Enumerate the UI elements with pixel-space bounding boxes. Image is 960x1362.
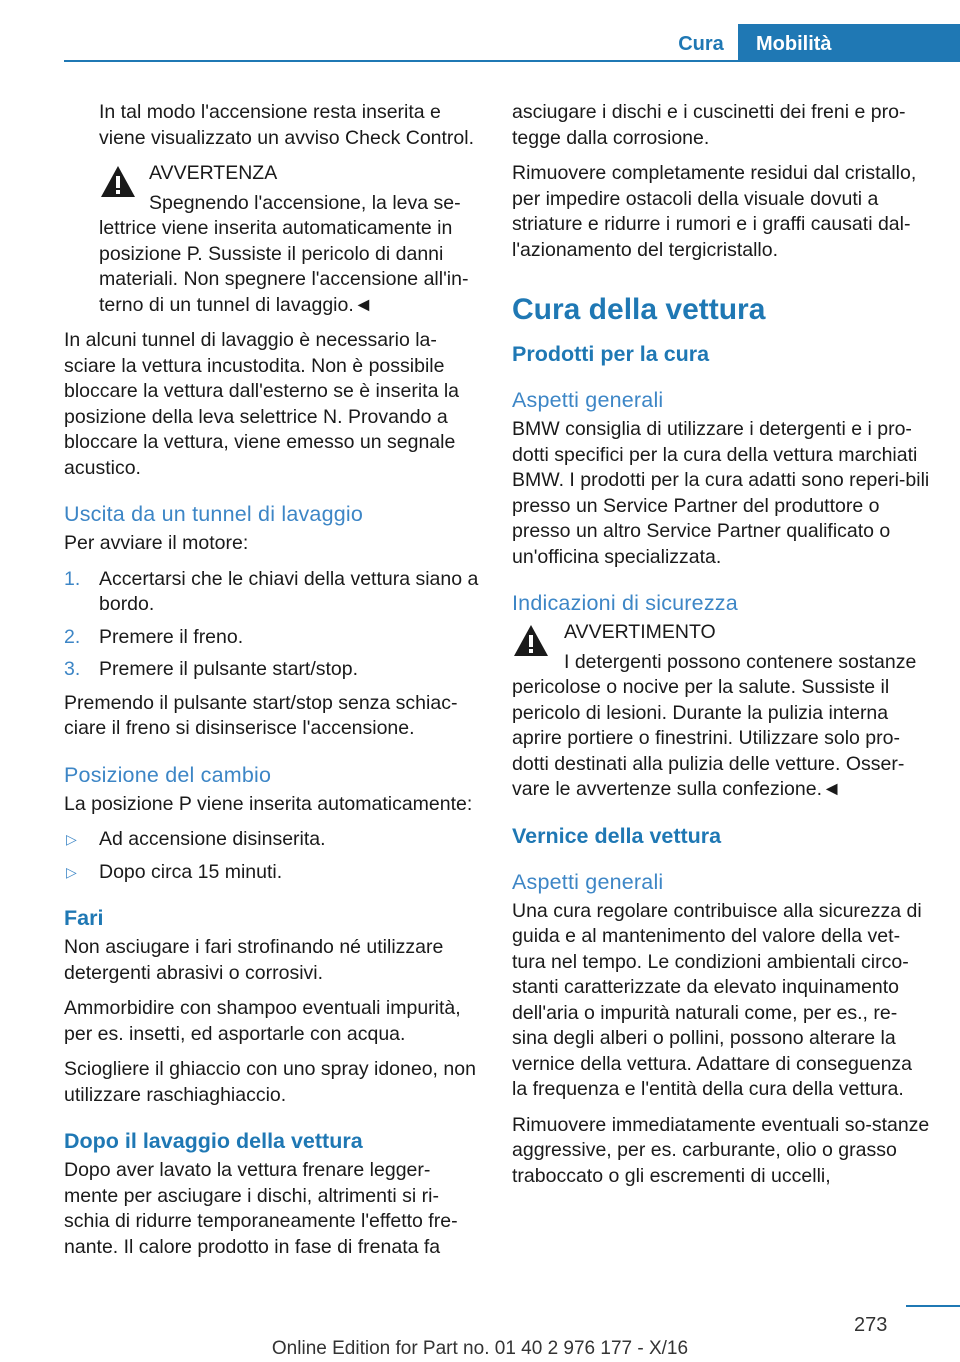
section-heading: Dopo il lavaggio della vettura bbox=[64, 1129, 363, 1153]
section-heading: Prodotti per la cura bbox=[512, 342, 710, 366]
triangle-right-icon: ▷ bbox=[66, 831, 77, 847]
section-heading: Fari bbox=[64, 906, 104, 930]
list-item: 3. Premere il pulsante start/stop. bbox=[64, 658, 359, 680]
triangle-right-icon: ▷ bbox=[66, 863, 77, 880]
warning-block bbox=[64, 161, 482, 318]
paragraph: In tal modo l'accensione resta inserita e viene visualizzato un avviso Check Control. bbox=[99, 101, 475, 149]
paragraph: Per avviare il motore: bbox=[64, 532, 249, 554]
subsection-heading: Aspetti generali bbox=[512, 388, 664, 412]
list-item: ▷ Ad accensione disinserita. bbox=[64, 827, 482, 853]
subsection-heading: Aspetti generali bbox=[512, 869, 664, 894]
header-tab-cura: Cura bbox=[678, 33, 724, 55]
warning-icon bbox=[99, 163, 137, 201]
footer-rule bbox=[906, 1305, 960, 1307]
list-item: ▷ Dopo circa 15 minuti. bbox=[64, 860, 482, 886]
paragraph: Premendo il pulsante start/stop senza schiac-ciare il freno si disinserisce l'accensione. bbox=[64, 691, 458, 739]
list-item: 1. Accertarsi che le chiavi della vettura siano a bordo. bbox=[64, 567, 479, 615]
paragraph: Rimuovere immediatamente eventuali so-stanze aggressive, per es. carburante, olio o grasso traboccato o gli escrementi di uccelli, bbox=[512, 1113, 930, 1187]
steps-list bbox=[64, 567, 482, 683]
warning-text: I detergenti possono contenere sostanze pericolose o nocive per la salute. Sussiste il pericolo di lesioni. Durante la pulizia interna aprire portiere o finestrini. Utilizzare solo pro-dotti destinati alla pulizia delle vetture. Osser-vare le avvertenze sulla confezione.◄ bbox=[512, 650, 917, 800]
paragraph: Ammorbidire con shampoo eventuali impurità, per es. insetti, ed asportarle con acqua. bbox=[64, 997, 461, 1045]
paragraph: asciugare i dischi e i cuscinetti dei freni e pro-tegge dalla corrosione. bbox=[512, 101, 906, 149]
page-number: 273 bbox=[854, 1314, 888, 1336]
bullet-list bbox=[64, 827, 482, 885]
paragraph: Non asciugare i fari strofinando né utilizzare detergenti abrasivi o corrosivi. bbox=[64, 936, 444, 984]
paragraph: La posizione P viene inserita automaticamente: bbox=[64, 792, 473, 815]
left-column bbox=[64, 100, 482, 1270]
paragraph: Dopo aver lavato la vettura frenare legger-mente per asciugare i dischi, altrimenti si ri-schia di ridurre temporaneamente l'effetto fre-nante. Il calore prodotto in fase di frenata fa bbox=[64, 1159, 458, 1258]
warning-title: AVVERTIMENTO bbox=[564, 621, 716, 643]
warning-text: Spegnendo l'accensione, la leva se- lettrice viene inserita automaticamente in posizione P. Sussiste il pericolo di danni materiali. Non spegnere l'accensione all'in-terno di un tunnel di lavaggio.◄ bbox=[99, 191, 469, 316]
paragraph: BMW consiglia di utilizzare i detergenti e i pro-dotti specifici per la cura della vettura marchiati BMW. I prodotti per la cura adatti sono reperi-bili presso un Service Partner del produttore o presso un altro Service Partner qualificato o un'officina specializzata. bbox=[512, 418, 930, 568]
paragraph: Rimuovere completamente residui dal cristallo, per impedire ostacoli della visuale dovuti a striature e ridurre i rumori e i graffi causati dal-l'azionamento del tergicristallo. bbox=[512, 162, 917, 261]
warning-block bbox=[512, 620, 932, 803]
section-heading: Uscita da un tunnel di lavaggio bbox=[64, 502, 364, 526]
paragraph: Sciogliere il ghiaccio con uno spray idoneo, non utilizzare raschiaghiaccio. bbox=[64, 1058, 476, 1106]
warning-icon bbox=[512, 622, 550, 660]
footer-edition: Online Edition for Part no. 01 40 2 976 177 - X/16 bbox=[271, 1338, 689, 1359]
paragraph: Una cura regolare contribuisce alla sicurezza di guida e al mantenimento del valore della vet-tura nel tempo. Le condizioni ambientali circo-stanti caratterizzate da elevato inquinamento dell'aria o impurità naturali come, per es., re-sina degli alberi o pollini, possono alterare la vernice della vettura. Adattare di conseguenza la frequenza e l'entità della cura della vettura. bbox=[512, 899, 922, 1100]
section-heading: Posizione del cambio bbox=[64, 762, 272, 787]
header-rule bbox=[64, 60, 960, 62]
subsection-heading: Indicazioni di sicurezza bbox=[512, 591, 738, 615]
header-tab-mobilita: Mobilità bbox=[738, 24, 960, 62]
right-column bbox=[512, 100, 932, 1199]
paragraph: In alcuni tunnel di lavaggio è necessario la-sciare la vettura incustodita. Non è possibile bloccare la vettura dall'esterno se è inserita la posizione della leva selettrice N. Provando a bloccare la vettura, viene emesso un segnale acustico. bbox=[64, 329, 460, 479]
section-heading: Vernice della vettura bbox=[512, 823, 722, 848]
chapter-heading: Cura della vettura bbox=[512, 293, 766, 326]
list-item: 2. Premere il freno. bbox=[64, 625, 244, 648]
warning-title: AVVERTENZA bbox=[149, 162, 278, 184]
